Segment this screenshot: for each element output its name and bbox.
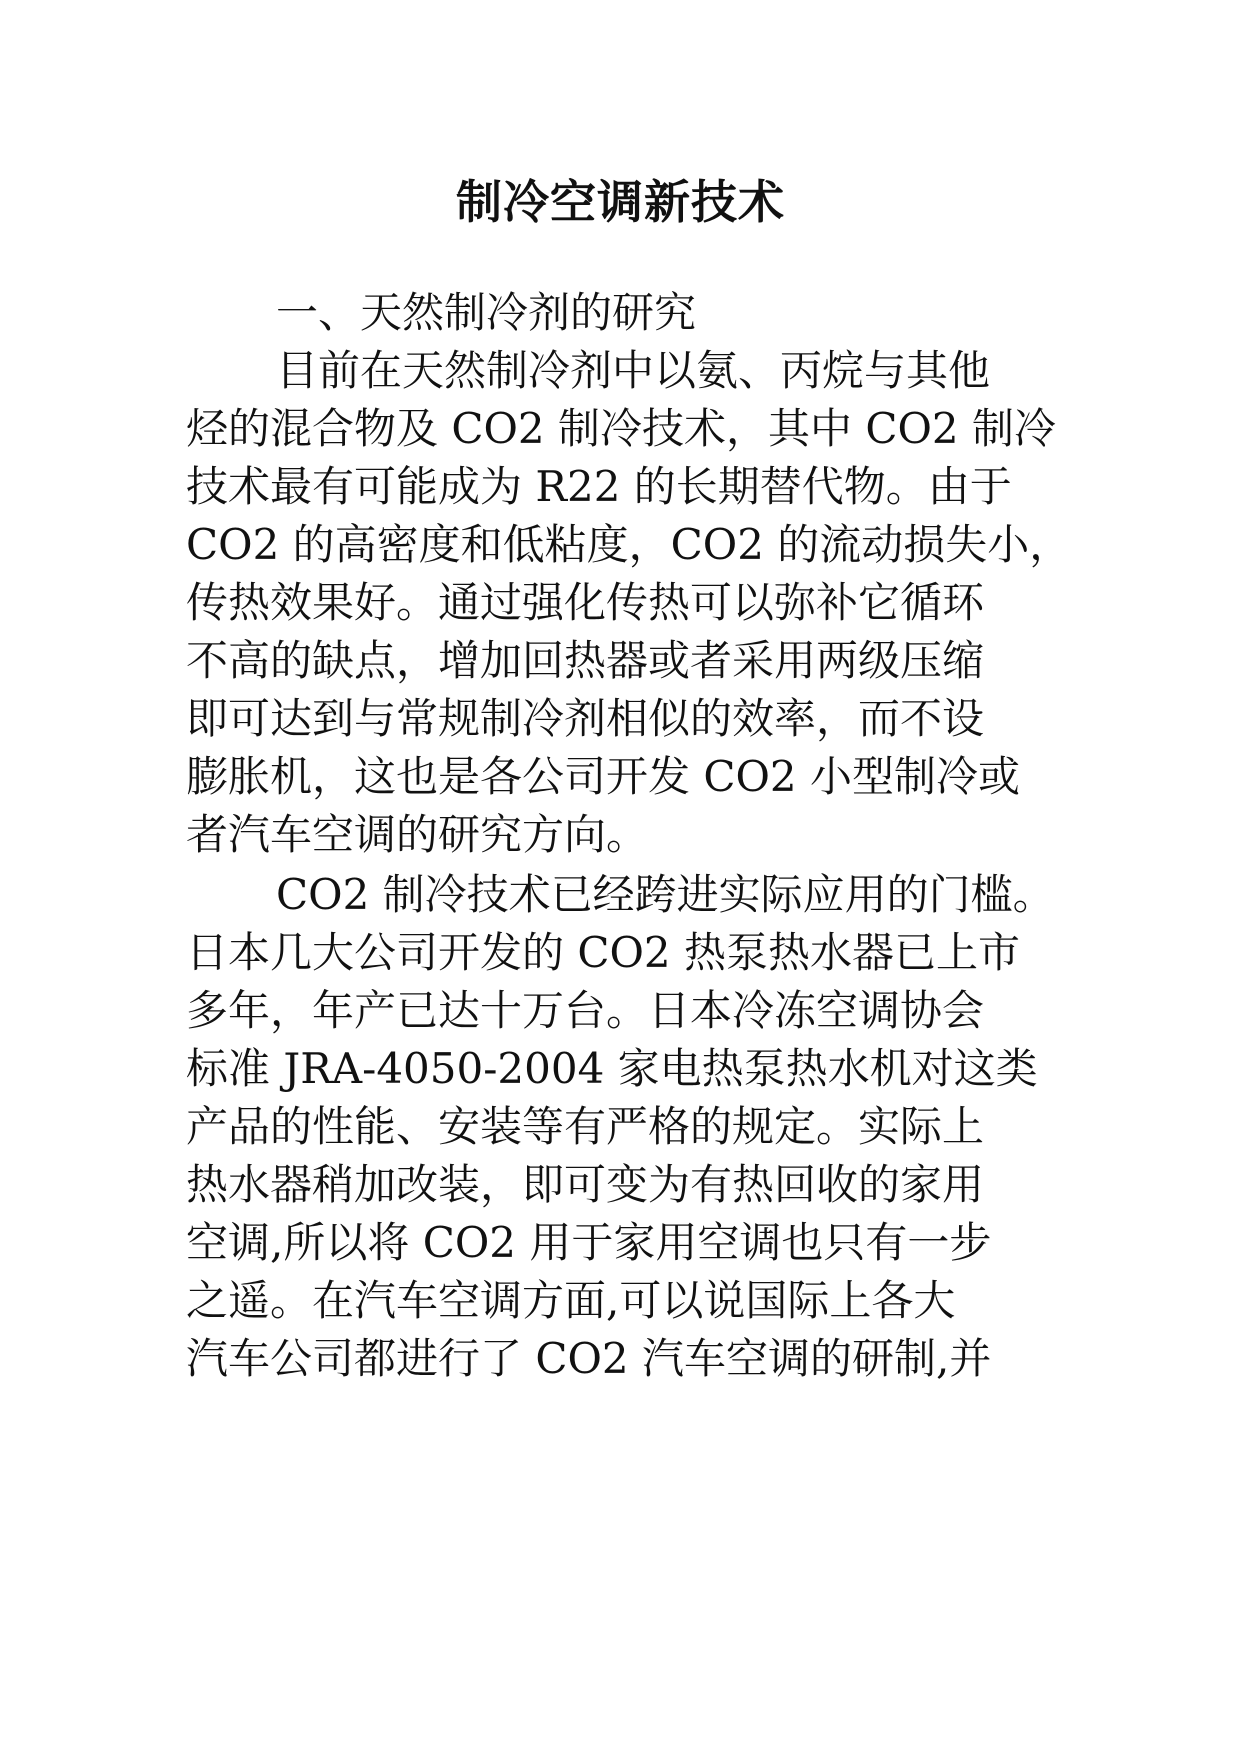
paragraph-1-line-9: 者汽车空调的研究方向。 [186,810,649,859]
paragraph-2-line-3: 多年，年产已达十万台。日本冷冻空调协会 [186,986,985,1035]
paragraph-1-line-7: 即可达到与常规制冷剂相似的效率，而不设 [186,694,985,743]
paragraph-1-line-1: 目前在天然制冷剂中以氨、丙烷与其他 [276,346,991,395]
paragraph-1-line-5: 传热效果好。通过强化传热可以弥补它循环 [186,578,985,627]
paragraph-2-line-1: CO2 制冷技术已经跨进实际应用的门槛。 [276,870,1055,919]
paragraph-2-line-7: 空调,所以将 CO2 用于家用空调也只有一步 [186,1218,992,1267]
paragraph-1-line-3: 技术最有可能成为 R22 的长期替代物。由于 [186,462,1012,511]
paragraph-1-line-4: CO2 的高密度和低粘度，CO2 的流动损失小， [186,520,1072,569]
paragraph-2-line-2: 日本几大公司开发的 CO2 热泵热水器已上市 [186,928,1020,977]
section-heading: 一、天然制冷剂的研究 [276,288,697,337]
paragraph-1-line-6: 不高的缺点，增加回热器或者采用两级压缩 [186,636,985,685]
document-title: 制冷空调新技术 [456,175,785,229]
paragraph-2-line-9: 汽车公司都进行了 CO2 汽车空调的研制,并 [186,1334,992,1383]
paragraph-1-line-8: 膨胀机，这也是各公司开发 CO2 小型制冷或 [186,752,1020,801]
paragraph-2-line-6: 热水器稍加改装，即可变为有热回收的家用 [186,1160,985,1209]
paragraph-2-line-4: 标准 JRA-4050-2004 家电热泵热水机对这类 [186,1044,1038,1093]
paragraph-2-line-8: 之遥。在汽车空调方面,可以说国际上各大 [186,1276,956,1325]
paragraph-1-line-2: 烃的混合物及 CO2 制冷技术，其中 CO2 制冷 [186,404,1056,453]
paragraph-2-line-5: 产品的性能、安装等有严格的规定。实际上 [186,1102,985,1151]
